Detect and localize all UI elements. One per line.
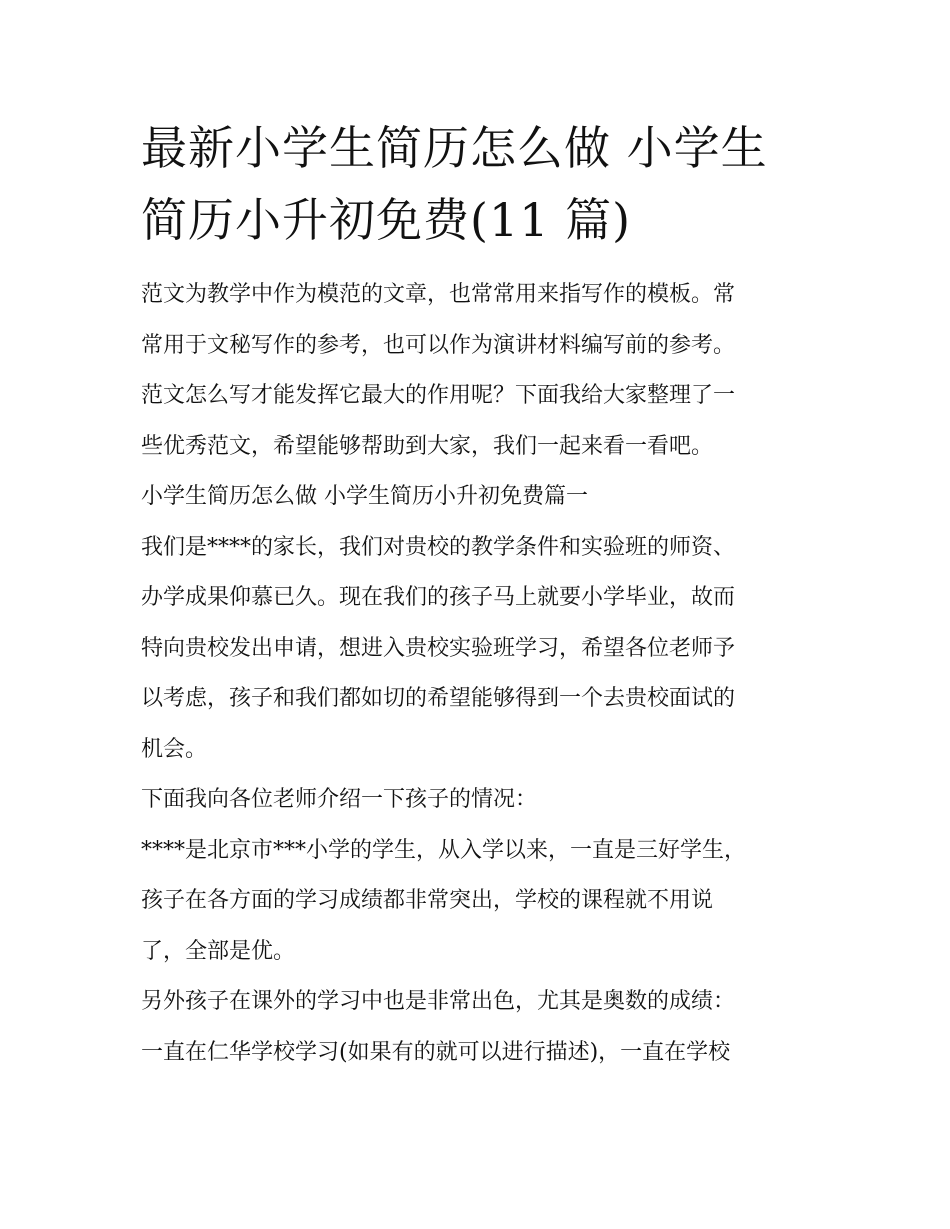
text-line: 常用于文秘写作的参考，也可以作为演讲材料编写前的参考。	[141, 332, 736, 358]
text-line: 下面我向各位老师介绍一下孩子的情况：	[141, 787, 538, 812]
text-line: 范文怎么写才能发挥它最大的作用呢？下面我给大家整理了一	[141, 383, 736, 408]
text-line: 机会。	[141, 736, 208, 762]
title-line: 简历小升初免费(11 篇)	[141, 193, 632, 247]
section-heading	[141, 472, 821, 523]
text-line: 孩子在各方面的学习成绩都非常突出，学校的课程就不用说	[141, 888, 714, 913]
body-paragraph	[141, 523, 821, 776]
text-line: 了，全部是优。	[141, 938, 296, 964]
body-paragraph	[141, 826, 821, 978]
document-title	[141, 112, 821, 256]
text-line: 我们是****的家长，我们对贵校的教学条件和实验班的师资、	[141, 534, 736, 560]
body-paragraph	[141, 775, 821, 826]
text-line: ****是北京市***小学的学生，从入学以来，一直是三好学生，	[141, 837, 747, 863]
document-body	[141, 112, 821, 1078]
text-line: 一直在仁华学校学习(如果有的就可以进行描述)，一直在学校	[141, 1039, 731, 1065]
text-line: 以考虑，孩子和我们都如切的希望能够得到一个去贵校面试的	[141, 686, 736, 711]
text-line: 办学成果仰慕已久。现在我们的孩子马上就要小学毕业，故而	[141, 585, 736, 610]
text-line: 另外孩子在课外的学习中也是非常出色，尤其是奥数的成绩：	[141, 989, 736, 1014]
text-line: 小学生简历怎么做 小学生简历小升初免费篇一	[141, 484, 588, 509]
title-line: 最新小学生简历怎么做 小学生	[141, 121, 768, 175]
text-line: 些优秀范文，希望能够帮助到大家，我们一起来看一看吧。	[141, 433, 714, 459]
body-paragraph	[141, 977, 821, 1078]
text-line: 特向贵校发出申请，想进入贵校实验班学习，希望各位老师予	[141, 635, 736, 661]
text-line: 范文为教学中作为模范的文章，也常常用来指写作的模板。常	[141, 282, 736, 307]
intro-paragraph	[141, 270, 821, 472]
